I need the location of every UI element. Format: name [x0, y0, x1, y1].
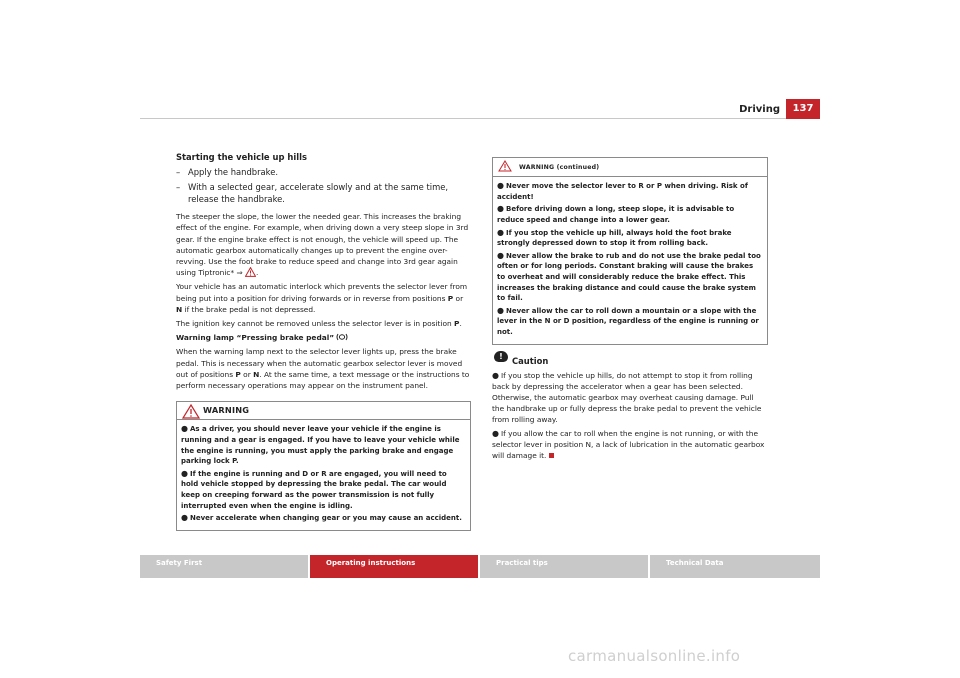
caution-icon: !: [494, 351, 508, 362]
subheading: Starting the vehicle up hills: [176, 152, 307, 162]
warning-list: [177, 420, 470, 523]
warning-triangle-icon: [245, 267, 256, 277]
warning-continued-box: [492, 157, 768, 345]
page-number: 137: [786, 99, 820, 119]
caution-header: [492, 351, 768, 369]
warning-item: ● Never allow the brake to rub and do not use the brake pedal too often or for long periods. Constant braking will cause the brakes to overheat and will considerably reduce the brake effect. This increases the braking distance and could cause the brake system to fail.: [497, 250, 761, 303]
end-of-section-icon: [549, 453, 554, 458]
warning-item: ● Never allow the car to roll down a mountain or a slope with the lever in the N or D position, regardless of the engine is running or not.: [497, 305, 759, 336]
header-rule: [140, 118, 820, 119]
warning-continued-header: [493, 158, 767, 177]
paragraph: Your vehicle has an automatic interlock which prevents the selector lever from being put into a position for driving forwards or in reverse from positions P or N if the brake pedal is not depressed.: [176, 282, 468, 314]
right-column: [492, 152, 768, 463]
warning-item: ● Never accelerate when changing gear or you may cause an accident.: [181, 513, 462, 523]
tab-operating-instructions[interactable]: Operating instructions: [310, 555, 478, 578]
warning-item: ● If the engine is running and D or R are engaged, you will need to hold vehicle stopped by depressing the brake pedal. The car would keep on creeping forward as the power transmission is not fully interrupted even when the engine is idling.: [181, 468, 447, 510]
warning-item: ● As a driver, you should never leave your vehicle if the engine is running and a gear is engaged. If you have to leave your vehicle while the engine is running, you must apply the parking brake and engage parking lock P.: [181, 424, 460, 466]
tab-practical-tips[interactable]: Practical tips: [480, 555, 648, 578]
lamp-heading: Warning lamp “Pressing brake pedal”: [176, 332, 471, 343]
footer-nav: [140, 555, 820, 578]
brake-pedal-lamp-icon: [336, 333, 348, 341]
tab-safety-first[interactable]: Safety First: [140, 555, 308, 578]
watermark: carmanualsonline.info: [568, 647, 741, 665]
warning-continued-label: WARNING (continued): [519, 164, 600, 171]
caution-label: Caution: [512, 355, 549, 366]
warning-list: [493, 177, 767, 337]
tab-technical-data[interactable]: Technical Data: [650, 555, 820, 578]
caution-list: [492, 370, 768, 462]
section-title: Driving: [739, 104, 780, 115]
warning-box: [176, 401, 471, 531]
paragraph: The ignition key cannot be removed unless the selector lever is in position P.: [176, 319, 462, 329]
warning-item: ● If you stop the vehicle up hill, always hold the foot brake strongly depressed down to stop it from rolling back.: [497, 227, 732, 248]
paragraph: When the warning lamp next to the selector lever lights up, press the brake pedal. This is necessary when the automatic gearbox selector lever is moved out of positions P or N. At the same time, a text message or the instructions to perform necessary operations may appear on the instrument panel.: [176, 347, 470, 391]
warning-triangle-icon: [182, 404, 200, 419]
step-item: – Apply the handbrake.: [176, 167, 279, 178]
paragraph: The steeper the slope, the lower the needed gear. This increases the braking effect of the engine. For example, when driving down a very steep slope in 3rd gear. If the engine brake effect is not enough, the vehicle will speed up. The automatic gearbox automatically changes up to prevent the engine over-revving. Use the foot brake to reduce speed and change into 3rd gear again using Tiptronic* ⇒ .: [176, 212, 469, 278]
left-column: [176, 152, 471, 531]
step-item: – With a selected gear, accelerate slowly and at the same time, release the handbrake.: [176, 182, 449, 205]
warning-item: ● Never move the selector lever to R or P when driving. Risk of accident!: [497, 181, 748, 201]
warning-item: ● Before driving down a long, steep slope, it is advisable to reduce speed and change into a lower gear.: [497, 204, 735, 224]
caution-item: ● If you stop the vehicle up hills, do not attempt to stop it from rolling back by depressing the accelerator when a gear has been selected. Otherwise, the automatic gearbox may overheat causing damage. Pull the handbrake up or fully depress the brake pedal to prevent the vehicle from rolling away.: [492, 370, 762, 425]
caution-item: ● If you allow the car to roll when the engine is not running, or with the selector lever in position N, a lack of lubrication in the automatic gearbox will damage it.: [492, 428, 765, 460]
warning-header: [177, 402, 470, 420]
warning-label: WARNING: [203, 405, 250, 416]
warning-triangle-icon: [498, 160, 512, 172]
